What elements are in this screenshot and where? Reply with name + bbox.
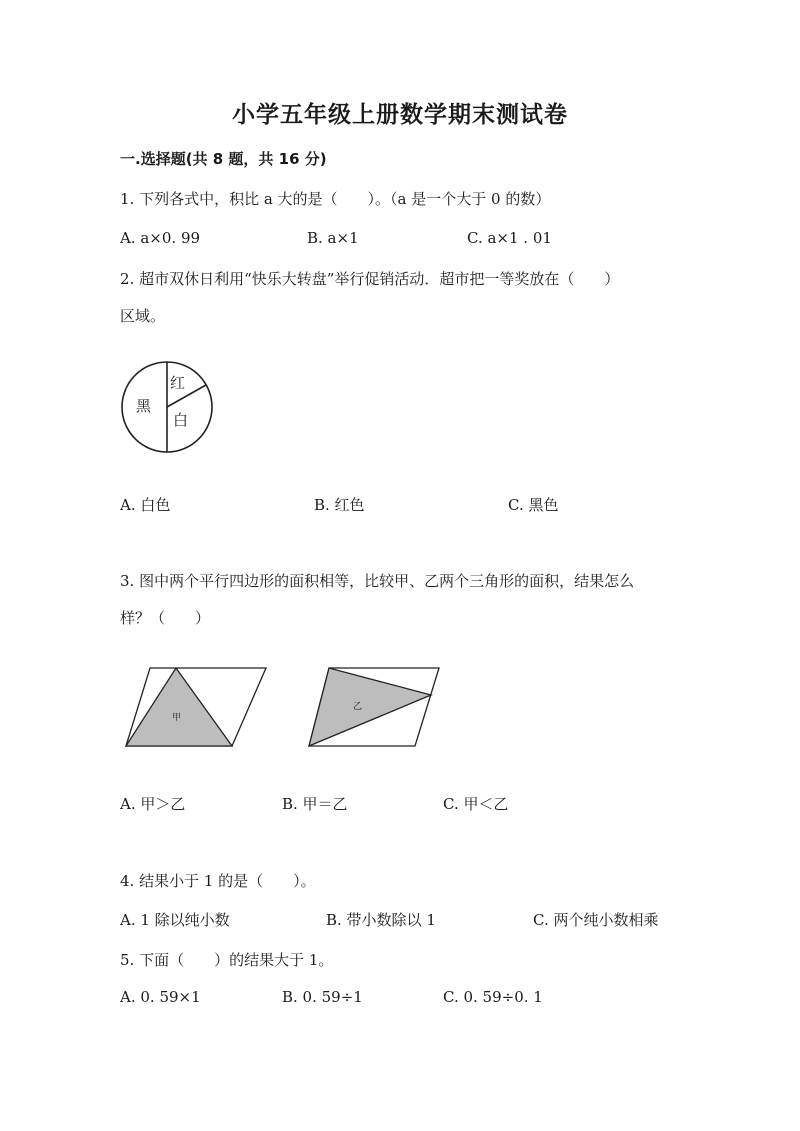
page-title: 小学五年级上册数学期末测试卷 xyxy=(232,101,568,128)
question-5-text: 5. 下面（ ）的结果大于 1。 xyxy=(120,951,334,969)
question-4-option-c[interactable]: C. 两个纯小数相乘 xyxy=(533,911,659,929)
question-4-option-a[interactable]: A. 1 除以纯小数 xyxy=(120,911,230,929)
question-3-text-line1: 3. 图中两个平行四边形的面积相等，比较甲、乙两个三角形的面积，结果怎么 xyxy=(120,572,635,590)
wheel-label-red: 红 xyxy=(170,374,186,392)
question-2-option-c[interactable]: C. 黑色 xyxy=(508,496,559,514)
question-1-option-b[interactable]: B. a×1 xyxy=(307,229,359,247)
question-2-text-line2: 区域。 xyxy=(120,307,166,325)
question-1-option-a[interactable]: A. a×0. 99 xyxy=(120,229,201,247)
question-3-option-b[interactable]: B. 甲＝乙 xyxy=(282,795,348,813)
triangle-jia xyxy=(126,668,232,746)
question-2-option-a[interactable]: A. 白色 xyxy=(120,496,171,514)
question-2-text-line1: 2. 超市双休日利用“快乐大转盘”举行促销活动．超市把一等奖放在（ ） xyxy=(120,270,620,288)
wheel-label-white: 白 xyxy=(173,411,189,429)
parallelogram-figure-yi xyxy=(303,664,443,750)
question-5-option-b[interactable]: B. 0. 59÷1 xyxy=(282,988,363,1006)
question-3-option-c[interactable]: C. 甲＜乙 xyxy=(443,795,509,813)
question-4-option-b[interactable]: B. 带小数除以 1 xyxy=(326,911,436,929)
question-2-option-b[interactable]: B. 红色 xyxy=(314,496,365,514)
triangle-label-yi: 乙 xyxy=(353,702,363,712)
question-1-text: 1. 下列各式中，积比 a 大的是（ ）。（a 是一个大于 0 的数） xyxy=(120,190,551,208)
question-3-option-a[interactable]: A. 甲＞乙 xyxy=(120,795,186,813)
wheel-label-black: 黑 xyxy=(136,397,152,415)
spinner-wheel-figure xyxy=(118,358,216,456)
question-3-text-line2: 样？（ ） xyxy=(120,609,211,627)
question-4-text: 4. 结果小于 1 的是（ ）。 xyxy=(120,872,316,890)
parallelogram-figure-jia xyxy=(120,664,270,750)
section-heading: 一.选择题(共 8 题，共 16 分) xyxy=(120,150,327,168)
triangle-yi xyxy=(309,668,431,746)
question-5-option-a[interactable]: A. 0. 59×1 xyxy=(120,988,201,1006)
triangle-label-jia: 甲 xyxy=(172,713,182,723)
question-1-option-c[interactable]: C. a×1 . 01 xyxy=(467,229,552,247)
question-5-option-c[interactable]: C. 0. 59÷0. 1 xyxy=(443,988,543,1006)
